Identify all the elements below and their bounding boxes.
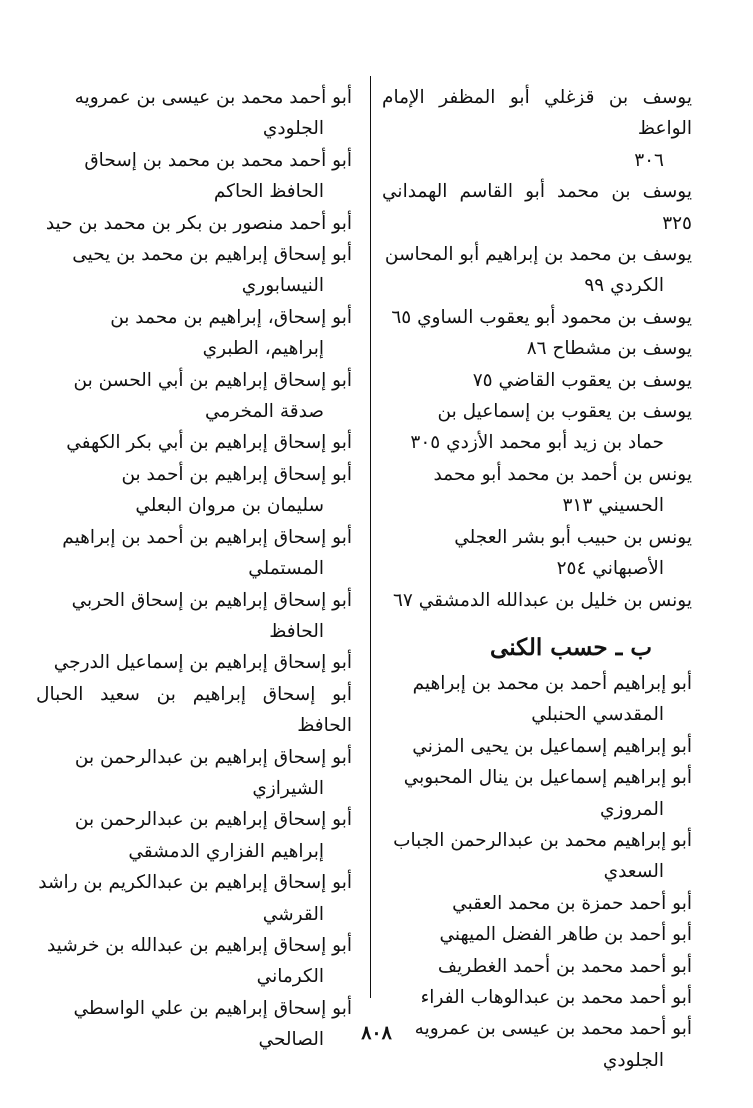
- entry-text: يوسف بن مشطاح ٨٦: [526, 338, 692, 360]
- right-entries-after: [382, 668, 692, 1076]
- entry-text: أبو إسحاق إبراهيم بن عبدالكريم بن راشد: [38, 872, 352, 894]
- left-column: [36, 82, 352, 1056]
- entry-text: أبو إسحاق إبراهيم بن علي الواسطي: [73, 997, 352, 1019]
- index-entry: [382, 365, 692, 396]
- index-entry: [36, 302, 352, 365]
- index-entry: [382, 333, 692, 364]
- entry-text: يوسف بن يعقوب بن إسماعيل بن: [437, 401, 692, 423]
- right-entries-before: [382, 82, 692, 616]
- entry-text: أبو إسحاق إبراهيم بن محمد بن يحيى: [72, 244, 352, 266]
- index-entry: [382, 522, 692, 585]
- entry-continuation: إبراهيم، الطبري: [202, 338, 324, 360]
- entry-continuation: النيسابوري: [241, 275, 324, 297]
- page-number: ٨٠٨: [361, 1022, 392, 1044]
- entry-text: أبو إسحاق إبراهيم بن عبدالرحمن بن: [74, 746, 352, 768]
- entry-text: أبو إسحاق إبراهيم بن أبي بكر الكهفي: [66, 432, 352, 454]
- index-entry: [36, 679, 352, 742]
- index-entry: [36, 804, 352, 867]
- index-entry: [36, 145, 352, 208]
- entry-continuation: الشيرازي: [252, 777, 324, 799]
- entry-text: أبو إسحاق إبراهيم بن سعيد الحبال الحافظ: [36, 683, 352, 737]
- entry-text: يونس بن أحمد بن محمد أبو محمد: [433, 463, 692, 485]
- index-entry: [382, 919, 692, 950]
- entry-text: يوسف بن محمود أبو يعقوب الساوي ٦٥: [391, 306, 692, 328]
- index-entry: [382, 762, 692, 825]
- entry-text: أبو إسحاق، إبراهيم بن محمد بن: [110, 306, 352, 328]
- index-entry: [36, 208, 352, 239]
- entry-continuation: صدقة المخرمي: [204, 401, 324, 423]
- index-entry: [36, 522, 352, 585]
- entry-text: أبو أحمد محمد بن عبدالوهاب الفراء: [420, 986, 692, 1008]
- entry-continuation: السعدي: [603, 861, 664, 883]
- entry-text: أبو إسحاق إبراهيم بن أحمد بن إبراهيم: [62, 526, 352, 548]
- index-entry: [36, 239, 352, 302]
- entry-continuation: الأصبهاني ٢٥٤: [556, 558, 664, 580]
- index-entry: [382, 888, 692, 919]
- right-column: [382, 82, 692, 1076]
- index-entry: [36, 82, 352, 145]
- entry-text: أبو إبراهيم أحمد بن محمد بن إبراهيم: [412, 672, 692, 694]
- entry-continuation: المقدسي الحنبلي: [531, 704, 664, 726]
- entry-continuation: الكردي ٩٩: [584, 275, 664, 297]
- entry-text: أبو إبراهيم إسماعيل بن يحيى المزني: [412, 735, 692, 757]
- index-entry: [382, 396, 692, 459]
- entry-text: يونس بن خليل بن عبدالله الدمشقي ٦٧: [392, 589, 692, 611]
- index-entry: [382, 176, 692, 239]
- index-entry: [36, 930, 352, 993]
- index-entry: [382, 239, 692, 302]
- index-entry: [36, 647, 352, 678]
- index-entry: [36, 427, 352, 458]
- entry-continuation: الحافظ الحاكم: [213, 181, 324, 203]
- entry-text: أبو أحمد بن طاهر الفضل الميهني: [439, 924, 692, 946]
- entry-continuation: القرشي: [262, 903, 324, 925]
- index-entry: [36, 585, 352, 648]
- column-divider: [370, 76, 371, 998]
- entry-continuation: الصالحي: [258, 1029, 324, 1051]
- entry-continuation: حماد بن زيد أبو محمد الأزدي ٣٠٥: [410, 432, 664, 454]
- entry-text: أبو إسحاق إبراهيم بن إسماعيل الدرجي: [53, 652, 352, 674]
- entry-continuation: إبراهيم الفزاري الدمشقي: [128, 840, 324, 862]
- section-heading: ب ـ حسب الكنى: [490, 633, 652, 661]
- index-entry: [382, 951, 692, 982]
- entry-text: أبو إسحاق إبراهيم بن عبدالرحمن بن: [74, 809, 352, 831]
- entry-text: أبو أحمد محمد بن أحمد الغطريف: [437, 955, 692, 977]
- entry-text: أبو إبراهيم إسماعيل بن ينال المحبوبي: [403, 767, 692, 789]
- entry-continuation: الجلودي: [262, 118, 324, 140]
- entry-text: أبو أحمد محمد بن عيسى بن عمرويه: [414, 1018, 692, 1040]
- entry-continuation: سليمان بن مروان البعلي: [135, 495, 324, 517]
- index-entry: [36, 459, 352, 522]
- index-entry: [382, 731, 692, 762]
- index-entry: [382, 302, 692, 333]
- entry-text: أبو أحمد حمزة بن محمد العقبي: [452, 892, 692, 914]
- index-entry: [382, 668, 692, 731]
- entry-text: يوسف بن محمد أبو القاسم الهمداني ٣٢٥: [382, 181, 692, 234]
- entry-text: أبو أحمد منصور بن بكر بن محمد بن حيد: [45, 212, 352, 234]
- entry-text: أبو إسحاق إبراهيم بن عبدالله بن خرشيد: [46, 934, 352, 956]
- entry-text: أبو إسحاق إبراهيم بن إسحاق الحربي: [71, 589, 352, 611]
- entry-continuation: الكرماني: [256, 966, 324, 988]
- entry-continuation: ٣٠٦: [634, 149, 664, 171]
- left-entries: [36, 82, 352, 1056]
- entry-text: يونس بن حبيب أبو بشر العجلي: [454, 526, 692, 548]
- entry-continuation: المستملي: [248, 558, 324, 580]
- entry-continuation: المروزي: [599, 798, 664, 820]
- index-entry: [382, 459, 692, 522]
- index-entry: [382, 585, 692, 616]
- index-entry: [382, 825, 692, 888]
- index-entry: [36, 742, 352, 805]
- index-entry: [36, 867, 352, 930]
- entry-text: أبو إسحاق إبراهيم بن أبي الحسن بن: [73, 369, 352, 391]
- index-entry: [382, 982, 692, 1013]
- entry-text: أبو إسحاق إبراهيم بن أحمد بن: [121, 463, 352, 485]
- entry-text: أبو أحمد محمد بن محمد بن إسحاق: [84, 149, 352, 171]
- index-entry: [36, 365, 352, 428]
- entry-continuation: الحسيني ٣١٣: [562, 495, 664, 517]
- entry-text: أبو أحمد محمد بن عيسى بن عمرويه: [74, 87, 352, 108]
- index-entry: [382, 82, 692, 176]
- entry-text: يوسف بن قزغلي أبو المظفر الإمام الواعظ: [382, 87, 692, 140]
- entry-text: أبو إبراهيم محمد بن عبدالرحمن الجباب: [393, 829, 692, 851]
- entry-text: يوسف بن يعقوب القاضي ٧٥: [472, 369, 692, 391]
- entry-text: يوسف بن محمد بن إبراهيم أبو المحاسن: [384, 244, 692, 266]
- entry-continuation: الجلودي: [602, 1049, 664, 1071]
- entry-continuation: الحافظ: [269, 620, 324, 642]
